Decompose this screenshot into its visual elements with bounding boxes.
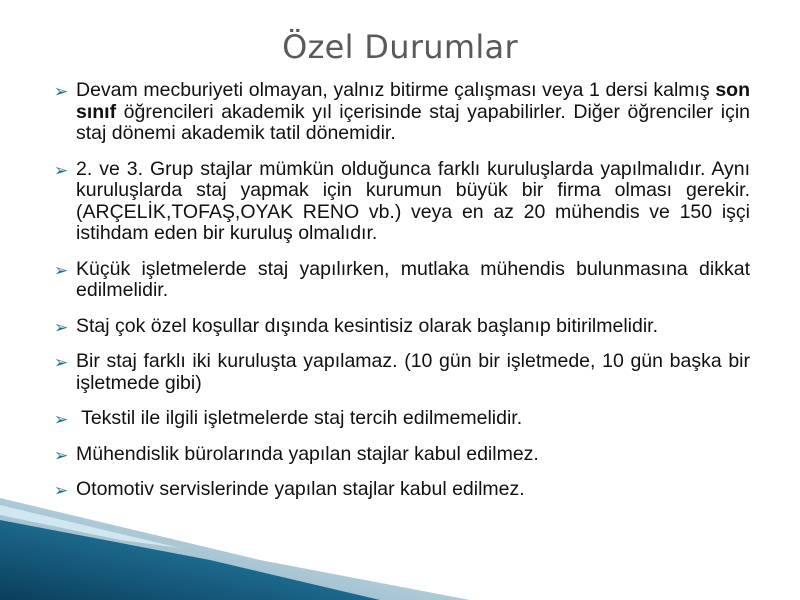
list-item — [54, 351, 750, 394]
bullet-text-bold: son sınıf — [76, 79, 750, 123]
bullet-text: Tekstil ile ilgili işletmelerde staj tercih edilmemelidir. — [76, 407, 523, 429]
bullet-text-part: öğrencileri akademik yıl içerisinde staj yapabilirler. Diğer öğrenciler için staj dönemi akademik tatil dönemidir. — [76, 100, 750, 144]
arrow-bullet-icon: ➢ — [54, 410, 69, 429]
list-item — [54, 159, 750, 245]
arrow-bullet-icon: ➢ — [54, 317, 69, 337]
arrow-bullet-icon: ➢ — [54, 160, 69, 180]
bullet-text: 2. ve 3. Grup stajlar mümkün olduğunca farklı kuruluşlarda yapılmalıdır. Aynı kuruluşlarda staj yapmak için kurumun büyük bir firma olması gerekir. (ARÇELİK,TOFAŞ,OYAK RENO vb.) veya en az 20 mühendis ve 150 işçi istihdam eden bir kuruluş olmalıdır. — [76, 157, 750, 244]
list-item — [54, 316, 750, 338]
arrow-bullet-icon: ➢ — [54, 260, 69, 280]
bullet-text: Küçük işletmelerde staj yapılırken, mutlaka mühendis bulunmasına dikkat edilmelidir. — [76, 257, 750, 301]
bullet-list — [54, 80, 750, 515]
bullet-text: Mühendislik bürolarında yapılan stajlar kabul edilmez. — [76, 442, 539, 465]
list-item — [54, 80, 750, 145]
bullet-text-part: Devam mecburiyeti olmayan, yalnız bitirme çalışması veya 1 dersi kalmış — [76, 79, 716, 101]
bullet-text: Otomotiv servislerinde yapılan stajlar kabul edilmez. — [76, 478, 525, 500]
list-item — [54, 479, 750, 501]
bullet-text: Staj çok özel koşullar dışında kesintisiz olarak başlanıp bitirilmelidir. — [76, 314, 659, 337]
list-item — [54, 259, 750, 302]
slide-title: Özel Durumlar — [282, 28, 518, 66]
list-item — [54, 444, 750, 466]
arrow-bullet-icon: ➢ — [54, 445, 69, 465]
arrow-bullet-icon: ➢ — [54, 82, 69, 101]
corner-swoosh-dark — [0, 520, 380, 600]
arrow-bullet-icon: ➢ — [54, 353, 69, 372]
arrow-bullet-icon: ➢ — [54, 481, 69, 500]
bullet-text: Bir staj farklı iki kuruluşta yapılamaz. (10 gün bir işletmede, 10 gün başka bir işletmede gibi) — [76, 350, 750, 394]
list-item — [54, 408, 750, 430]
